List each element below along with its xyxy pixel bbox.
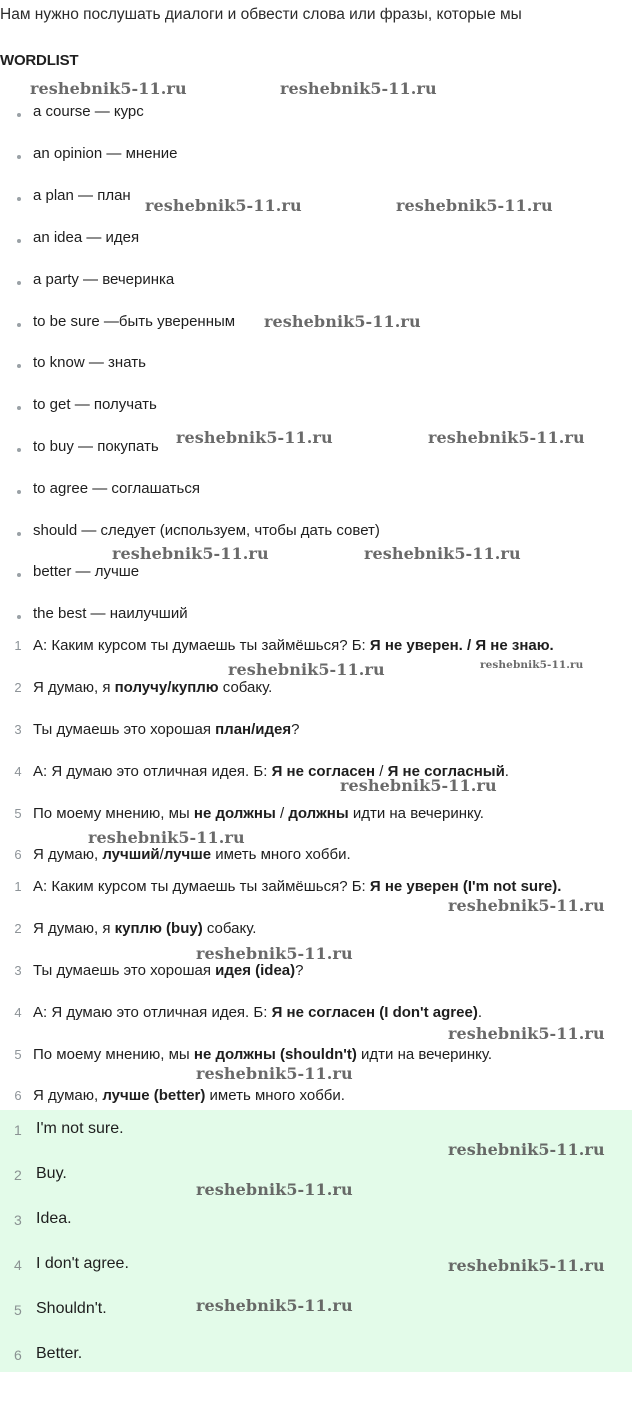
item-number: 5 — [14, 806, 22, 821]
wordlist-item: to agree — соглашаться — [33, 480, 200, 497]
wordlist-item: a party — вечеринка — [33, 271, 175, 288]
watermark-text: reshebnik5-11.ru — [264, 312, 421, 331]
item-number: 2 — [14, 921, 22, 936]
watermark-text: reshebnik5-11.ru — [145, 196, 302, 215]
sentence-text: Я думаю, — [33, 846, 103, 863]
wordlist-item: a course — курс — [33, 103, 144, 120]
watermark-text: reshebnik5-11.ru — [112, 544, 269, 563]
bullet-icon — [17, 113, 21, 117]
highlighted-answer: лучший — [102, 846, 160, 863]
highlighted-answer: куплю (buy) — [114, 920, 203, 937]
answer-number: 6 — [14, 1347, 22, 1363]
sentence-text: идти на вечеринку. — [356, 1046, 493, 1063]
sentence-text: . — [477, 1004, 482, 1021]
item-number: 6 — [14, 1088, 22, 1103]
bullet-icon — [17, 490, 21, 494]
sentence-text: / — [159, 846, 164, 863]
item-number: 1 — [14, 638, 22, 653]
watermark-text: reshebnik5-11.ru — [448, 1024, 605, 1043]
watermark-text: reshebnik5-11.ru — [30, 79, 187, 98]
answer-text: I don't agree. — [36, 1255, 129, 1272]
watermark-text: reshebnik5-11.ru — [196, 1064, 353, 1083]
exercise-item — [33, 846, 351, 863]
wordlist-item: an opinion — мнение — [33, 145, 178, 162]
highlighted-answer: Я не согласен (I don't agree) — [271, 1004, 478, 1021]
watermark-text: reshebnik5-11.ru — [448, 1256, 605, 1275]
bullet-icon — [17, 573, 21, 577]
sentence-text: А: Я думаю это отличная идея. Б: — [33, 763, 272, 780]
item-number: 5 — [14, 1047, 22, 1062]
wordlist-item: to know — знать — [33, 354, 146, 371]
answer-text: Idea. — [36, 1210, 72, 1227]
sentence-text: А: Каким курсом ты думаешь ты займёшься? Б: — [33, 878, 370, 895]
watermark-text: reshebnik5-11.ru — [196, 944, 353, 963]
answer-number: 5 — [14, 1302, 22, 1318]
bullet-icon — [17, 532, 21, 536]
highlighted-answer: не должны (shouldn't) — [193, 1046, 357, 1063]
answer-number: 3 — [14, 1212, 22, 1228]
highlighted-answer: получу/куплю — [114, 679, 219, 696]
wordlist-item: to get — получать — [33, 396, 157, 413]
wordlist-item: the best — наилучший — [33, 605, 188, 622]
watermark-text: reshebnik5-11.ru — [428, 428, 585, 447]
bullet-icon — [17, 406, 21, 410]
watermark-text: reshebnik5-11.ru — [88, 828, 245, 847]
bullet-icon — [17, 239, 21, 243]
item-number: 3 — [14, 963, 22, 978]
wordlist-item: better — лучше — [33, 563, 140, 580]
highlighted-answer: Я не согласен — [271, 763, 376, 780]
sentence-text: По моему мнению, мы — [33, 805, 194, 822]
exercise-item — [33, 920, 256, 937]
sentence-text: Я думаю, я — [33, 920, 115, 937]
watermark-text: reshebnik5-11.ru — [340, 776, 497, 795]
item-number: 1 — [14, 879, 22, 894]
answer-text: Shouldn't. — [36, 1300, 107, 1317]
bullet-icon — [17, 364, 21, 368]
bullet-icon — [17, 281, 21, 285]
watermark-text: reshebnik5-11.ru — [480, 659, 584, 671]
wordlist-item: a plan — план — [33, 187, 131, 204]
highlighted-answer: Я не уверен (I'm not sure). — [369, 878, 562, 895]
watermark-text: reshebnik5-11.ru — [448, 896, 605, 915]
sentence-text: А: Я думаю это отличная идея. Б: — [33, 1004, 272, 1021]
highlighted-answer: план/идея — [215, 721, 292, 738]
answer-number: 2 — [14, 1167, 22, 1183]
item-number: 4 — [14, 764, 22, 779]
exercise-item — [33, 805, 484, 822]
sentence-text: иметь много хобби. — [205, 1087, 345, 1104]
watermark-text: reshebnik5-11.ru — [176, 428, 333, 447]
answer-number: 4 — [14, 1257, 22, 1273]
sentence-text: ? — [291, 721, 300, 738]
sentence-text: иметь много хобби. — [211, 846, 351, 863]
sentence-text: Ты думаешь это хорошая — [33, 721, 216, 738]
sentence-text: А: Каким курсом ты думаешь ты займёшься? Б: — [33, 637, 370, 654]
sentence-text: / — [375, 763, 388, 780]
sentence-text: / — [275, 805, 289, 822]
sentence-text: По моему мнению, мы — [33, 1046, 194, 1063]
watermark-text: reshebnik5-11.ru — [228, 660, 385, 679]
watermark-text: reshebnik5-11.ru — [396, 196, 553, 215]
watermark-text: reshebnik5-11.ru — [196, 1296, 353, 1315]
wordlist-item: to be sure —быть уверенным — [33, 313, 236, 330]
exercise-item — [33, 1004, 482, 1021]
item-number: 6 — [14, 847, 22, 862]
wordlist-heading: WORDLIST — [0, 52, 79, 69]
watermark-text: reshebnik5-11.ru — [280, 79, 437, 98]
answer-text: Better. — [36, 1345, 83, 1362]
answer-number: 1 — [14, 1122, 22, 1138]
sentence-text: . — [504, 763, 509, 780]
exercise-item — [33, 878, 561, 895]
highlighted-answer: идея (idea) — [215, 962, 296, 979]
exercise-item — [33, 962, 303, 979]
exercise-item — [33, 679, 272, 696]
bullet-icon — [17, 197, 21, 201]
answer-text: Buy. — [36, 1165, 67, 1182]
sentence-text: идти на вечеринку. — [348, 805, 484, 822]
exercise-item — [33, 1087, 345, 1104]
sentence-text: собаку. — [202, 920, 257, 937]
wordlist-item: should — следует (используем, чтобы дать совет) — [33, 522, 380, 539]
item-number: 3 — [14, 722, 22, 737]
wordlist-item: to buy — покупать — [33, 438, 159, 455]
wordlist-item: an idea — идея — [33, 229, 140, 246]
watermark-text: reshebnik5-11.ru — [364, 544, 521, 563]
exercise-item — [33, 721, 299, 738]
watermark-text: reshebnik5-11.ru — [448, 1140, 605, 1159]
bullet-icon — [17, 615, 21, 619]
exercise-item — [33, 1046, 492, 1063]
sentence-text: Я думаю, — [33, 1087, 103, 1104]
exercise-item — [33, 637, 554, 654]
watermark-text: reshebnik5-11.ru — [196, 1180, 353, 1199]
answer-text: I'm not sure. — [36, 1120, 124, 1137]
highlighted-answer: Я не согласный — [387, 763, 505, 780]
bullet-icon — [17, 323, 21, 327]
sentence-text: ? — [295, 962, 304, 979]
item-number: 2 — [14, 680, 22, 695]
highlighted-answer: Я не уверен. / Я не знаю. — [369, 637, 554, 654]
sentence-text: собаку. — [218, 679, 273, 696]
bullet-icon — [17, 448, 21, 452]
intro-text: Нам нужно послушать диалоги и обвести слова или фразы, которые мы — [0, 6, 522, 23]
highlighted-answer: должны — [288, 805, 349, 822]
bullet-icon — [17, 155, 21, 159]
highlighted-answer: не должны — [193, 805, 276, 822]
highlighted-answer: лучше — [163, 846, 212, 863]
sentence-text: Ты думаешь это хорошая — [33, 962, 216, 979]
item-number: 4 — [14, 1005, 22, 1020]
sentence-text: Я думаю, я — [33, 679, 115, 696]
highlighted-answer: лучше (better) — [102, 1087, 206, 1104]
